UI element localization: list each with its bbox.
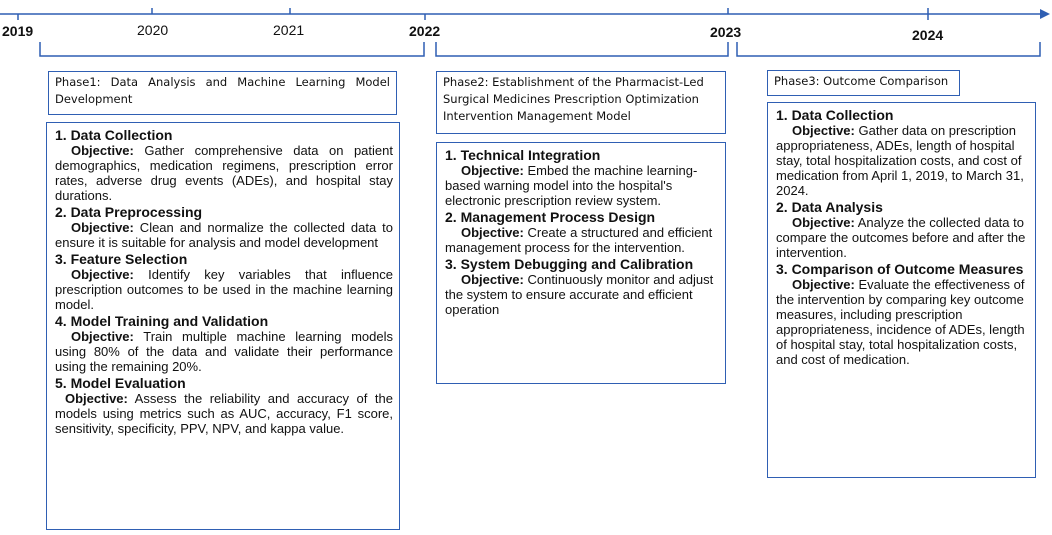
phase1-step-4 [55,313,393,374]
step-title: 3. System Debugging and Calibration [445,256,694,272]
objective-label: Objective: [461,163,524,178]
objective-label: Objective: [792,123,855,138]
phase2-step-1 [445,147,719,208]
phase1-step-3 [55,251,393,312]
step-title: 2. Data Analysis [776,199,883,215]
objective-label: Objective: [461,225,524,240]
phase1-step-1 [55,127,393,203]
step-title: 4. Model Training and Validation [55,313,269,329]
year-label-2019: 2019 [2,23,34,39]
objective-text: Clean and normalize the collected data to ensure it is suitable for analysis and model development [55,220,393,250]
phase1-bracket [40,42,424,56]
objective-text: Analyze the collected data to compare the outcomes before and after the intervention. [776,215,1026,260]
objective-label: Objective: [71,143,134,158]
timeline-arrowhead [1040,9,1050,19]
step-title: 1. Data Collection [776,107,894,123]
objective-label: Objective: [65,391,128,406]
phase3-step-1 [776,107,1029,198]
objective-label: Objective: [71,329,134,344]
objective-text: Gather data on prescription appropriateness, ADEs, length of hospital stay, total hospitalization costs, and cost of medication from April 1, 2019, to March 31, 2024. [776,123,1024,198]
objective-text: Embed the machine learning-based warning model into the hospital's electronic prescription review system. [445,163,698,208]
phase1-step-5 [55,375,393,436]
phase1-details [46,122,400,530]
year-label-2020: 2020 [137,22,169,38]
objective-label: Objective: [71,220,134,235]
objective-text: Create a structured and efficient management process for the intervention. [445,225,713,255]
step-title: 5. Model Evaluation [55,375,186,391]
phase3-details [767,102,1036,478]
objective-label: Objective: [792,277,855,292]
step-title: 2. Data Preprocessing [55,204,203,220]
objective-text: Gather comprehensive data on patient demographics, medication regimens, prescription error rates, adverse drug events (ADEs), and hospital stay durations. [55,143,393,203]
phase2-step-2 [445,209,719,255]
objective-text: Evaluate the effectiveness of the intervention by comparing key outcome measures, including prescription appropriateness, incidence of ADEs, length of hospital stay, total hospitalization costs, and cost of medication. [776,277,1025,367]
phase3-bracket [737,42,1040,56]
objective-text: Train multiple machine learning models using 80% of the data and validate their performance using the remaining 20%. [55,329,393,374]
phase3-title: Phase3: Outcome Comparison [767,70,960,96]
year-label-2021: 2021 [273,22,305,38]
objective-label: Objective: [792,215,855,230]
step-title: 2. Management Process Design [445,209,656,225]
phase2-bracket [436,42,728,56]
phase3-step-3 [776,261,1029,367]
step-title: 3. Feature Selection [55,251,188,267]
phase2-details [436,142,726,384]
phase1-title: Phase1: Data Analysis and Machine Learning Model Development [48,71,397,115]
step-title: 1. Data Collection [55,127,173,143]
year-label-2024: 2024 [912,27,944,43]
objective-text: Continuously monitor and adjust the system to ensure accurate and efficient operation [445,272,714,317]
objective-text: Identify key variables that influence prescription outcomes to be used in the machine learning model. [55,267,393,312]
objective-label: Objective: [71,267,134,282]
objective-text: Assess the reliability and accuracy of the models using metrics such as AUC, accuracy, F1 score, sensitivity, specificity, PPV, NPV, and kappa value. [55,391,393,436]
year-label-2023: 2023 [710,24,742,40]
phase2-title: Phase2: Establishment of the Pharmacist-Led Surgical Medicines Prescription Optimization Intervention Management Model [436,71,726,134]
year-label-2022: 2022 [409,23,441,39]
objective-label: Objective: [461,272,524,287]
phase2-step-3 [445,256,719,317]
phase1-step-2 [55,204,393,250]
step-title: 1. Technical Integration [445,147,601,163]
step-title: 3. Comparison of Outcome Measures [776,261,1024,277]
phase3-step-2 [776,199,1029,260]
